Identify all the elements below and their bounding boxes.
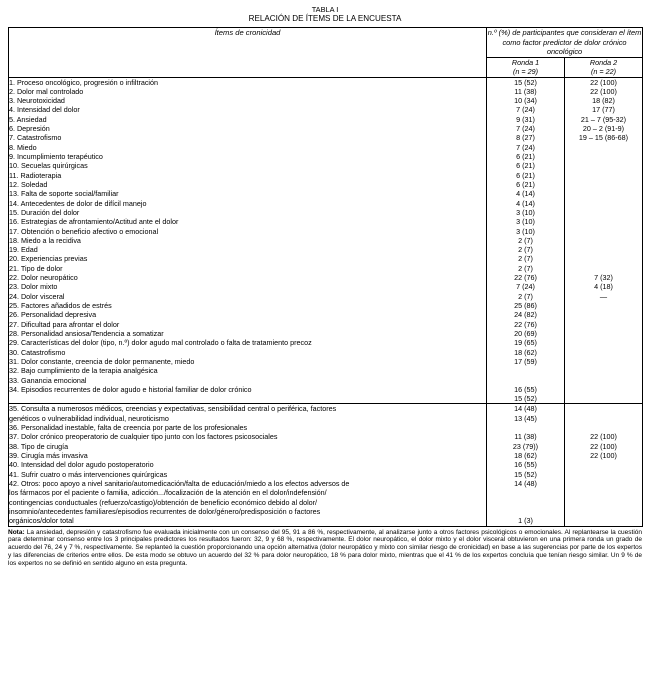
table-row-item: 9. Incumplimiento terapéutico: [9, 152, 103, 161]
table-row-item: 22. Dolor neuropático: [9, 273, 78, 283]
table-row-item: 13. Falta de soporte social/familiar: [9, 189, 119, 199]
table-row-round1-value: 4 (14): [516, 198, 535, 208]
table-row-round1-value: 4 (14): [516, 189, 535, 199]
table-row-item: 29. Características del dolor (tipo, n.º) dolor agudo mal controlado o falta de tratamiento precoz: [9, 338, 312, 348]
table-row-round1-value: 18 (62): [514, 451, 537, 460]
table-row-round2-value: [565, 320, 642, 329]
table-row-round2-value: —: [599, 291, 608, 301]
table-row-round2-value: [565, 301, 642, 310]
table-row-item: 1. Proceso oncológico, progresión o infiltración: [9, 77, 159, 87]
table-row-round2-value: 21 – 7 (95-32): [580, 114, 627, 124]
table-row-round1-value: 2 (7): [518, 263, 533, 273]
table-row-round1-value: 2 (7): [518, 245, 533, 255]
table-row-round2-value: [565, 394, 642, 403]
table-row-round1-value: 1 (3): [518, 516, 533, 526]
table-row-item: 5. Ansiedad: [9, 114, 47, 124]
table-row-round1-value: 13 (45): [514, 413, 537, 423]
table-row-round1-value: 11 (38): [514, 86, 537, 96]
table-row-round2-value: [565, 152, 642, 161]
header-items-column: Ítems de cronicidad: [9, 28, 487, 78]
table-row-round2-value: [565, 217, 642, 226]
items-list-block-2: [9, 404, 487, 526]
table-row-round2-value: 22 (100): [590, 86, 617, 96]
table-row-round1-value: [487, 366, 564, 375]
table-row-item: 39. Cirugía más invasiva: [9, 451, 88, 460]
table-notes: [8, 529, 642, 568]
table-row-item: 32. Bajo cumplimiento de la terapia analgésica: [9, 366, 158, 376]
table-row-round2-value: [565, 189, 642, 198]
table-row-round1-value: 17 (59): [514, 356, 537, 366]
table-row-item: 7. Catastrofismo: [9, 133, 62, 143]
header-round-1: [487, 57, 565, 77]
table-row-round1-value: 23 (79)): [512, 441, 539, 451]
table-row-item: 21. Tipo de dolor: [9, 263, 63, 273]
table-row-item: 15. Duración del dolor: [9, 207, 80, 217]
table-row-round2-value: [565, 310, 642, 319]
table-row-item: 19. Edad: [9, 245, 38, 255]
table-row-round1-value: 7 (24): [516, 282, 535, 292]
notes-text: La ansiedad, depresión y catastrofismo fue evaluada inicialmente con un consenso del 95, 91 a 86 %, respectivamente, al analizarse junto a otros factores psicológicos o emocionales. Al replantearse la cuestión para determinar consenso entre los 3 principales predictores los resultados fueron: 32, 9 y 68 %, respectivamente. El dolor neuropático, el dolor mixto y el dolor visceral obtuvieron en una primera ronda un grado de acuerdo del 76, 24 y 7 %, respectivamente. Se replanteó la cuestión proporcionando una opción alternativa (dolor neuropático y mixto con similar riesgo de cronicidad) en base a las sugerencias por parte de los expertos y las diferencias de criterios entre ellos. De esta modo se obtuvo un acuerdo del 32 % para dolor neuropático, 18 % para dolor mixto, mientras que el 41 % de los expertos concluía que tenían riesgo similar. Un 9 % de los expertos no se definió en sentido alguno en esta pregunta.: [8, 528, 642, 567]
table-row-round1-value: 14 (48): [514, 404, 537, 414]
table-row-round2-value: 19 – 15 (86-68): [578, 133, 629, 143]
table-body-block-2: [9, 404, 643, 526]
table-row-item: 33. Ganancia emocional: [9, 375, 87, 385]
table-row-item: 11. Radioterapia: [9, 170, 62, 180]
table-row-round1-value: 6 (21): [516, 161, 535, 171]
table-row-round1-value: [487, 376, 564, 385]
table-row-item: 37. Dolor crónico preoperatorio de cualquier tipo junto con los factores psicosociales: [9, 432, 278, 442]
table-row-item: 24. Dolor visceral: [9, 291, 65, 301]
table-row-round2-value: [565, 470, 642, 479]
table-row-round1-value: 16 (55): [514, 460, 537, 470]
header-values-column: n.º (%) de participantes que consideran el ítem como factor predictor de dolor crónico oncológico: [487, 28, 642, 56]
table-row-round1-value: [487, 488, 564, 497]
table-row-item: 23. Dolor mixto: [9, 282, 58, 292]
table-row-item: 38. Tipo de cirugía: [9, 441, 69, 451]
table-row-round1-value: 8 (27): [516, 133, 535, 143]
table-row-round2-value: [565, 366, 642, 375]
table-row-round2-value: [565, 516, 642, 525]
table-row-item: 4. Intensidad del dolor: [9, 105, 80, 115]
table-row-round1-value: 14 (48): [514, 478, 537, 488]
table-row-round2-value: [565, 479, 642, 488]
table-row-round1-value: 15 (52): [514, 394, 537, 404]
table-row-item: 2. Dolor mal controlado: [9, 86, 84, 96]
table-row-round2-value: [565, 376, 642, 385]
header-round-2: [565, 57, 643, 77]
table-row-round2-value: [565, 423, 642, 432]
table-row-round2-value: [565, 208, 642, 217]
table-row-item: 27. Dificultad para afrontar el dolor: [9, 319, 120, 329]
round-1-n: (n = 29): [513, 67, 538, 76]
table-row-round2-value: [565, 385, 642, 394]
table-row-round2-value: [565, 348, 642, 357]
table-row-item: 30. Catastrofismo: [9, 347, 66, 357]
table-row-item: 41. Sufrir cuatro o más intervenciones quirúrgicas: [9, 469, 168, 479]
table-row-item: 26. Personalidad depresiva: [9, 310, 97, 320]
table-row-round1-value: 15 (52): [514, 77, 537, 87]
table-row-round2-value: 20 – 2 (91-9): [582, 124, 625, 134]
table-row-round1-value: 6 (21): [516, 170, 535, 180]
table-label: TABLA I: [311, 5, 339, 14]
survey-items-table: [8, 27, 643, 527]
table-row-round1-value: 18 (62): [514, 347, 537, 357]
table-row-item: 31. Dolor constante, creencia de dolor permanente, miedo: [9, 356, 195, 366]
table-body-block-1: [9, 77, 643, 404]
table-row-round2-value: 22 (100): [590, 451, 617, 460]
table-row-round1-value: 7 (24): [516, 124, 535, 134]
table-row-item: 42. Otros: poco apoyo a nivel sanitario/automedicación/falta de educación/miedo a los efectos adversos de: [9, 478, 350, 488]
table-row-round1-value: 6 (21): [516, 152, 535, 161]
table-row-item: 25. Factores añadidos de estrés: [9, 301, 112, 310]
table-row-item: 8. Miedo: [9, 142, 37, 152]
table-row-round2-value: 7 (32): [594, 273, 613, 283]
table-row-round2-value: [565, 227, 642, 236]
table-row-round1-value: 7 (24): [516, 142, 535, 152]
table-row-round1-value: [487, 507, 564, 516]
table-title: RELACIÓN DE ÍTEMS DE LA ENCUESTA: [248, 14, 402, 23]
table-row-round1-value: 3 (10): [516, 226, 535, 236]
table-row-round1-value: 22 (76): [514, 273, 537, 283]
table-row-round1-value: 2 (7): [518, 235, 533, 245]
table-row-round1-value: 15 (52): [514, 469, 537, 479]
table-row-round2-value: [565, 161, 642, 170]
table-row-round1-value: 6 (21): [516, 179, 535, 189]
table-row-round1-value: [487, 423, 564, 432]
round2-values-block-2: [565, 404, 643, 526]
table-row-round1-value: 11 (38): [514, 432, 537, 442]
table-row-round2-value: 18 (82): [592, 96, 615, 106]
table-row-round2-value: [565, 329, 642, 338]
table-row-round1-value: 9 (31): [516, 114, 535, 124]
table-row-item: 20. Experiencias previas: [9, 254, 88, 264]
table-row-item: insomnio/antecedentes familiares/episodios recurrentes de dolor/género/predisposición o factores: [9, 506, 321, 516]
table-row-round2-value: [565, 460, 642, 469]
table-row-round2-value: [565, 254, 642, 263]
table-row-round1-value: 7 (24): [516, 105, 535, 115]
table-row-item: orgánicos/dolor total: [9, 516, 74, 526]
table-row-round1-value: 25 (86): [514, 301, 537, 310]
round-1-label: Ronda 1: [511, 57, 540, 67]
table-row-item: 28. Personalidad ansiosa/Tendencia a somatizar: [9, 328, 164, 338]
table-row-round2-value: 17 (77): [592, 105, 615, 115]
table-row-round2-value: 22 (100): [590, 441, 617, 451]
table-row-round1-value: [487, 498, 564, 507]
table-row-round2-value: [565, 264, 642, 273]
round2-values-block-1: [565, 77, 643, 404]
table-row-round1-value: 22 (76): [514, 319, 537, 329]
items-list-block-1: [9, 77, 487, 404]
table-row-round1-value: 16 (55): [514, 384, 537, 394]
table-row-round2-value: [565, 488, 642, 497]
table-row-item: 34. Episodios recurrentes de dolor agudo e historial familiar de dolor crónico: [9, 384, 252, 394]
table-header-row: [9, 28, 643, 58]
table-row-item: contingencias conductuales (refuerzo/castigo)/obtención de beneficio económico debido al dolor/: [9, 497, 318, 507]
table-row-item: 17. Obtención o beneficio afectivo o emocional: [9, 226, 159, 236]
table-row-round2-value: 4 (18): [594, 282, 613, 292]
notes-label: Nota:: [8, 528, 25, 536]
table-row-item: 35. Consulta a numerosos médicos, creencias y expectativas, sensibilidad central o periférica, factores: [9, 404, 337, 414]
table-row-round1-value: 3 (10): [516, 207, 535, 217]
table-row-round2-value: [565, 498, 642, 507]
table-row-round2-value: [565, 338, 642, 347]
table-row-round1-value: 19 (65): [514, 338, 537, 348]
table-row-round2-value: [565, 199, 642, 208]
round-2-label: Ronda 2: [589, 57, 618, 67]
table-row-round2-value: [565, 171, 642, 180]
table-row-item: genéticos o vulnerabilidad individual, neuroticismo: [9, 413, 169, 423]
table-row-round2-value: [565, 143, 642, 152]
table-row-item: 10. Secuelas quirúrgicas: [9, 161, 88, 171]
table-row-round2-value: [565, 236, 642, 245]
table-row-round2-value: [565, 404, 642, 413]
table-row-item: los fármacos por el paciente o familia, adicción.../focalización de la atención en el dolor/indefensión/: [9, 488, 327, 498]
table-row-round2-value: 22 (100): [590, 432, 617, 442]
table-row-round2-value: [565, 414, 642, 423]
table-row-item: 36. Personalidad inestable, falta de creencia por parte de los profesionales: [9, 423, 248, 433]
table-row-item: 12. Soledad: [9, 179, 48, 189]
table-row-round2-value: [565, 357, 642, 366]
table-row-round2-value: [565, 180, 642, 189]
table-row-item: 18. Miedo a la recidiva: [9, 235, 81, 245]
table-row-round1-value: 2 (7): [518, 291, 533, 301]
table-row-round1-value: 3 (10): [516, 217, 535, 227]
table-row-round2-value: [565, 245, 642, 254]
round-2-n: (n = 22): [591, 67, 616, 76]
table-row-item: 6. Depresión: [9, 124, 50, 134]
table-row-item: 40. Intensidad del dolor agudo postoperatorio: [9, 460, 154, 470]
table-row-round2-value: [565, 507, 642, 516]
table-row-item: 16. Estrategias de afrontamiento/Actitud ante el dolor: [9, 217, 179, 227]
table-row-round1-value: 24 (82): [514, 310, 537, 320]
table-row-round1-value: 2 (7): [518, 254, 533, 264]
table-row-item: 3. Neurotoxicidad: [9, 96, 65, 106]
table-row-round2-value: 22 (100): [590, 77, 617, 87]
table-row-item: [9, 394, 486, 403]
table-row-item: 14. Antecedentes de dolor de difícil manejo: [9, 198, 147, 208]
round1-values-block-1: [487, 77, 565, 404]
table-row-round1-value: 10 (34): [514, 96, 537, 106]
round1-values-block-2: [487, 404, 565, 526]
table-row-round1-value: 20 (69): [514, 328, 537, 338]
